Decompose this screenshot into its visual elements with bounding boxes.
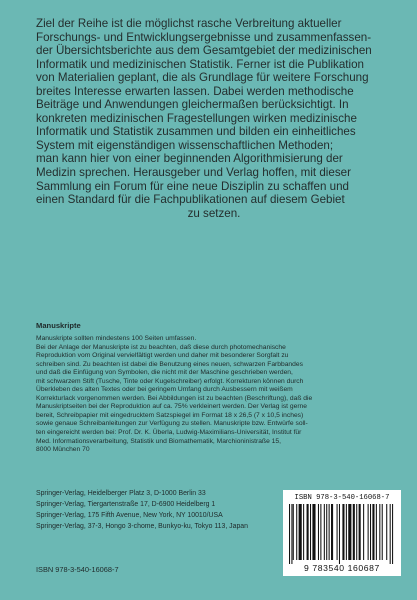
manuscripts-heading: Manuskripte (36, 321, 81, 330)
barcode-bar (379, 504, 380, 560)
manuscripts-line: Manuskripte sollten mindestens 100 Seiten umfassen. (36, 335, 197, 342)
barcode-bar (348, 504, 351, 560)
manuscripts-line: sowie genaue Schreibanleitungen zur Verfügung zu stellen. Manuskripte bzw. Entwürfe soll- (36, 420, 308, 428)
intro-line: Informatik und Statistik zusammen und bilden ein einheitliches (36, 125, 356, 139)
intro-line: zu setzen. (187, 206, 241, 220)
intro-line: der Übersichtsberichte aus dem Gesamtgebiet der medizinischen (36, 44, 372, 58)
barcode-bar (310, 504, 311, 560)
address-heidelberg: Springer-Verlag, Tiergartenstraße 17, D-6900 Heidelberg 1 (36, 501, 216, 508)
manuscripts-guidelines (36, 335, 388, 455)
address-tokyo: Springer-Verlag, 37-3, Hongo 3-chome, Bunkyo-ku, Tokyo 113, Japan (36, 523, 248, 530)
barcode-bar (324, 504, 325, 560)
barcode-icon (287, 504, 397, 564)
manuscripts-line: Med. Informationsverarbeitung, Statistik und Biomathematik, Marchioninistraße 15, (36, 437, 281, 445)
manuscripts-line: Korrekturlack vorgenommen werden. Bei Abbildungen ist zu beachten (Beschriftung), daß die (36, 394, 313, 402)
barcode-bar (372, 504, 374, 560)
barcode-bar (293, 504, 294, 560)
barcode-bar (353, 504, 355, 560)
intro-line: Ziel der Reihe ist die möglichst rasche Verbreitung aktueller (36, 17, 342, 30)
barcode-bar (390, 504, 391, 564)
intro-line: System mit eigenständigen wissenschaftlichen Methoden; (36, 138, 334, 152)
address-berlin: Springer-Verlag, Heidelberger Platz 3, D-1000 Berlin 33 (36, 490, 206, 497)
intro-line: konkreten medizinischen Fragestellungen wirken medizinische (36, 111, 357, 125)
manuscripts-line: Bei der Anlage der Manuskripte ist zu beachten, daß diese durch photomechanische (36, 343, 286, 351)
series-description (36, 17, 392, 220)
intro-line: Forschungs- und Entwicklungsergebnisse und zusammenfassen- (36, 30, 372, 44)
barcode-bar (342, 504, 344, 560)
manuscripts-line: schreiben sind. Zu beachten ist dabei die Benutzung eines neuen, schwarzen Farbbandes (36, 360, 303, 368)
intro-line: Sammlung ein Forum für eine neue Disziplin zu schaffen und (36, 179, 349, 193)
manuscripts-line: ten eingereicht werden bei: Prof. Dr. K. Überla, Ludwig-Maximilians-Universität, Institut für (36, 429, 302, 437)
barcode-bar (376, 504, 377, 560)
barcode-bar (386, 504, 387, 560)
manuscripts-line: und daß die Einfügung von Symbolen, die nicht mit der Maschine geschrieben werden, (36, 369, 293, 377)
intro-line: von Materialien geplant, die als Grundlage für weitere Forschung (36, 71, 369, 85)
barcode-bar (307, 504, 309, 560)
barcode-bar (368, 504, 369, 560)
intro-line: man kann hier von einer beginnenden Algorithmisierung der (36, 152, 343, 166)
intro-line: breites Interesse erwarten lassen. Dabei werden methodische (36, 84, 354, 98)
manuscripts-line: Reproduktion vom Original vervielfältigt werden und daher mit besonderer Sorgfalt zu (36, 352, 289, 360)
isbn-text: ISBN 978-3-540-16068-7 (36, 565, 119, 574)
barcode-bar (392, 504, 393, 564)
manuscripts-line: 8000 München 70 (36, 446, 90, 454)
barcode-bar (296, 504, 297, 560)
barcode-bar (312, 504, 315, 560)
barcode-bar (363, 504, 364, 560)
barcode-bar (291, 504, 292, 564)
barcode-bar (382, 504, 383, 560)
barcode-bar (370, 504, 371, 560)
manuscripts-line: mit schwarzem Stift (Tusche, Tinte oder Kugelschreiber) erfolgt. Korrekturen können durch (36, 377, 304, 385)
intro-line: einen Standard für die Fachpublikationen auf diesem Gebiet (36, 193, 345, 207)
manuscripts-line: bereit, Schreibpapier mit eingedrucktem Satzspiegel im Format 18 x 26,5 (7 x 10,5 inches) (36, 411, 304, 419)
barcode-bar (337, 504, 338, 560)
barcode-bar (320, 504, 321, 560)
barcode-bar (318, 504, 319, 560)
manuscripts-line: Überkleben des alten Textes oder bei geringem Umfang durch Ausbessern mit weißem (36, 386, 293, 394)
intro-line: Medizin sprechen. Herausgeber und Verlag hoffen, mit dieser (36, 166, 351, 180)
barcode-bar (303, 504, 304, 560)
barcode-number: 9 783540 160687 (304, 563, 380, 573)
manuscripts-line: Manuskriptseiten bei der Reproduktion auf ca. 75% verkleinert werden. Der Verlag ist gerne (36, 403, 307, 411)
barcode-bar (331, 504, 333, 560)
barcode-isbn: ISBN 978-3-540-16068-7 (294, 494, 390, 502)
intro-line: Beiträge und Anwendungen gleichermaßen berücksichtigt. In (36, 98, 349, 112)
barcode-bar (359, 504, 361, 560)
barcode-bar (329, 504, 330, 560)
barcode-bar (346, 504, 347, 560)
intro-line: Informatik und medizinischen Statistik. Ferner ist die Publikation (36, 57, 364, 71)
barcode-bar (299, 504, 302, 560)
barcode-bar (339, 504, 340, 564)
barcode-label (283, 490, 401, 576)
address-new-york: Springer-Verlag, 175 Fifth Avenue, New York, NY 10010/USA (36, 512, 223, 519)
barcode-bar (289, 504, 290, 564)
barcode-bar (356, 504, 357, 560)
barcode-bar (326, 504, 327, 560)
